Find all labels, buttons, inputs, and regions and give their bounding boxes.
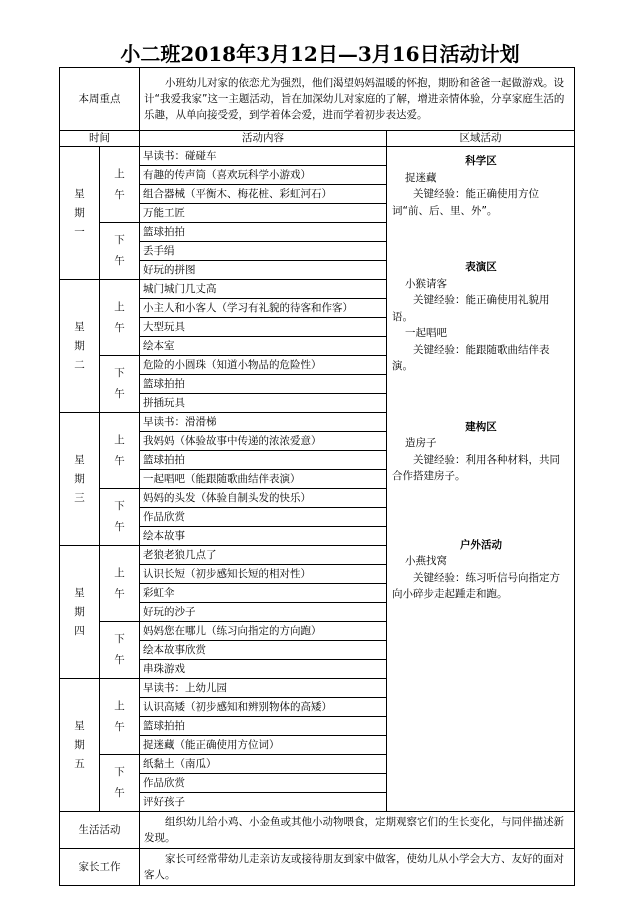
activity-cell: 认识高矮（初步感知和辨别物体的高矮） xyxy=(140,698,387,717)
day-char: 一 xyxy=(74,225,85,238)
pm-label: 下 午 xyxy=(100,223,140,280)
area-title: 建构区 xyxy=(465,420,497,433)
activity-cell: 篮球拍拍 xyxy=(140,451,387,470)
activity-cell: 好玩的拼图 xyxy=(140,261,387,280)
day-char: 星 xyxy=(74,586,85,599)
activity-cell: 串珠游戏 xyxy=(140,660,387,679)
header-row xyxy=(60,131,575,147)
pm-label: 下 午 xyxy=(100,755,140,812)
parents-row xyxy=(60,849,575,886)
area-title: 科学区 xyxy=(465,155,497,167)
activity-cell: 好玩的沙子 xyxy=(140,603,387,622)
day-char: 星 xyxy=(74,453,85,466)
am-label: 上 午 xyxy=(100,147,140,223)
area-game-name: 捉迷藏 xyxy=(405,171,437,184)
activity-cell: 绘本故事 xyxy=(140,527,387,546)
pm-label: 下 午 xyxy=(100,356,140,413)
activity-cell: 早读书：碰碰车 xyxy=(140,147,387,166)
activity-cell: 小主人和小客人（学习有礼貌的待客和作客） xyxy=(140,299,387,318)
plan-table xyxy=(59,67,575,886)
page-title: 小二班2018年3月12日—3月16日活动计划 xyxy=(120,42,520,66)
activity-cell: 一起唱吧（能跟随歌曲结伴表演） xyxy=(140,470,387,489)
activity-cell: 篮球拍拍 xyxy=(140,223,387,242)
table-row xyxy=(60,147,575,166)
day-char: 期 xyxy=(74,472,85,485)
area-key-experience: 关键经验：利用各种材料，共同合作搭建房子。 xyxy=(392,453,560,482)
activity-cell: 作品欣赏 xyxy=(140,774,387,793)
day-char: 星 xyxy=(74,320,85,333)
plan-table-body xyxy=(60,68,575,886)
area-game-name: 小猴请客 xyxy=(405,277,447,290)
area-key-experience: 关键经验：练习听信号向指定方向小碎步走起踵走和跑。 xyxy=(392,571,560,600)
day-label xyxy=(60,147,100,280)
area-game-name: 造房子 xyxy=(405,437,437,449)
life-row xyxy=(60,812,575,849)
activity-cell: 我妈妈（体验故事中传递的浓浓爱意） xyxy=(140,432,387,451)
activity-cell: 妈妈您在哪儿（练习向指定的方向跑） xyxy=(140,622,387,641)
activity-cell: 作品欣赏 xyxy=(140,508,387,527)
parents-label: 家长工作 xyxy=(60,849,140,886)
day-label xyxy=(60,546,100,679)
activity-cell: 老狼老狼几点了 xyxy=(140,546,387,565)
activity-cell: 有趣的传声筒（喜欢玩科学小游戏） xyxy=(140,166,387,185)
day-label xyxy=(60,280,100,413)
day-char: 期 xyxy=(74,605,85,618)
activity-cell: 城门城门几丈高 xyxy=(140,280,387,299)
activity-cell: 篮球拍拍 xyxy=(140,717,387,736)
day-label xyxy=(60,413,100,546)
area-key-experience: 关键经验：能正确使用礼貌用语。 xyxy=(392,294,550,323)
activity-cell: 篮球拍拍 xyxy=(140,375,387,394)
area-block xyxy=(392,537,570,603)
week-focus-row xyxy=(60,68,575,131)
activity-cell: 认识长短（初步感知长短的相对性） xyxy=(140,565,387,584)
am-label: 上 午 xyxy=(100,679,140,755)
activity-cell: 彩虹伞 xyxy=(140,584,387,603)
day-char: 四 xyxy=(74,624,85,637)
day-char: 星 xyxy=(74,719,85,732)
parents-content: 家长可经常带幼儿走亲访友或接待朋友到家中做客，使幼儿从小学会大方、友好的面对客人。 xyxy=(140,849,575,886)
activity-cell: 妈妈的头发（体验自制头发的快乐） xyxy=(140,489,387,508)
area-game-name: 一起唱吧 xyxy=(405,327,447,339)
day-char: 五 xyxy=(74,757,85,770)
day-char: 期 xyxy=(74,339,85,352)
area-block xyxy=(392,419,570,485)
activity-cell: 拼插玩具 xyxy=(140,394,387,413)
activity-cell: 危险的小圆珠（知道小物品的危险性） xyxy=(140,356,387,375)
area-game-name: 小燕找窝 xyxy=(405,555,447,567)
activity-cell: 绘本故事欣赏 xyxy=(140,641,387,660)
header-content: 活动内容 xyxy=(140,131,387,147)
day-char: 三 xyxy=(74,491,85,504)
area-title: 户外活动 xyxy=(460,538,502,551)
life-content: 组织幼儿给小鸡、小金鱼或其他小动物喂食，定期观察它们的生长变化，与同伴描述新发现。 xyxy=(140,812,575,849)
activity-cell: 大型玩具 xyxy=(140,318,387,337)
activity-cell: 组合器械（平衡木、梅花桩、彩虹河石） xyxy=(140,185,387,204)
week-focus-label: 本周重点 xyxy=(60,68,140,131)
am-label: 上 午 xyxy=(100,413,140,489)
activity-cell: 捉迷藏（能正确使用方位词） xyxy=(140,736,387,755)
pm-label: 下 午 xyxy=(100,622,140,679)
activity-cell: 绘本室 xyxy=(140,337,387,356)
day-char: 期 xyxy=(74,738,85,751)
activity-cell: 万能工匠 xyxy=(140,204,387,223)
area-block xyxy=(392,259,570,375)
am-label: 上 午 xyxy=(100,280,140,356)
area-block xyxy=(392,153,570,219)
area-activities xyxy=(387,147,575,812)
header-area: 区域活动 xyxy=(387,131,575,147)
activity-cell: 评好孩子 xyxy=(140,793,387,812)
header-time: 时间 xyxy=(60,131,140,147)
day-char: 星 xyxy=(74,187,85,200)
week-focus-content: 小班幼儿对家的依恋尤为强烈，他们渴望妈妈温暖的怀抱，期盼和爸爸一起做游戏。设计“我爱我家”这一主题活动，旨在加深幼儿对家庭的了解，增进亲情体验，分享家庭生活的乐趣，从单向接受爱，到学着体会爱，进而学着初步表达爱。 xyxy=(140,68,575,131)
area-key-experience: 关键经验：能正确使用方位词“前、后、里、外”。 xyxy=(392,188,539,217)
am-label: 上 午 xyxy=(100,546,140,622)
day-char: 二 xyxy=(74,358,85,371)
day-label xyxy=(60,679,100,812)
area-key-experience: 关键经验：能跟随歌曲结伴表演。 xyxy=(392,343,550,372)
activity-cell: 早读书：滑滑梯 xyxy=(140,413,387,432)
area-title: 表演区 xyxy=(465,261,497,273)
life-label: 生活活动 xyxy=(60,812,140,849)
day-char: 期 xyxy=(74,206,85,219)
activity-cell: 纸黏土（南瓜） xyxy=(140,755,387,774)
activity-cell: 早读书：上幼儿园 xyxy=(140,679,387,698)
activity-cell: 丢手绢 xyxy=(140,242,387,261)
pm-label: 下 午 xyxy=(100,489,140,546)
